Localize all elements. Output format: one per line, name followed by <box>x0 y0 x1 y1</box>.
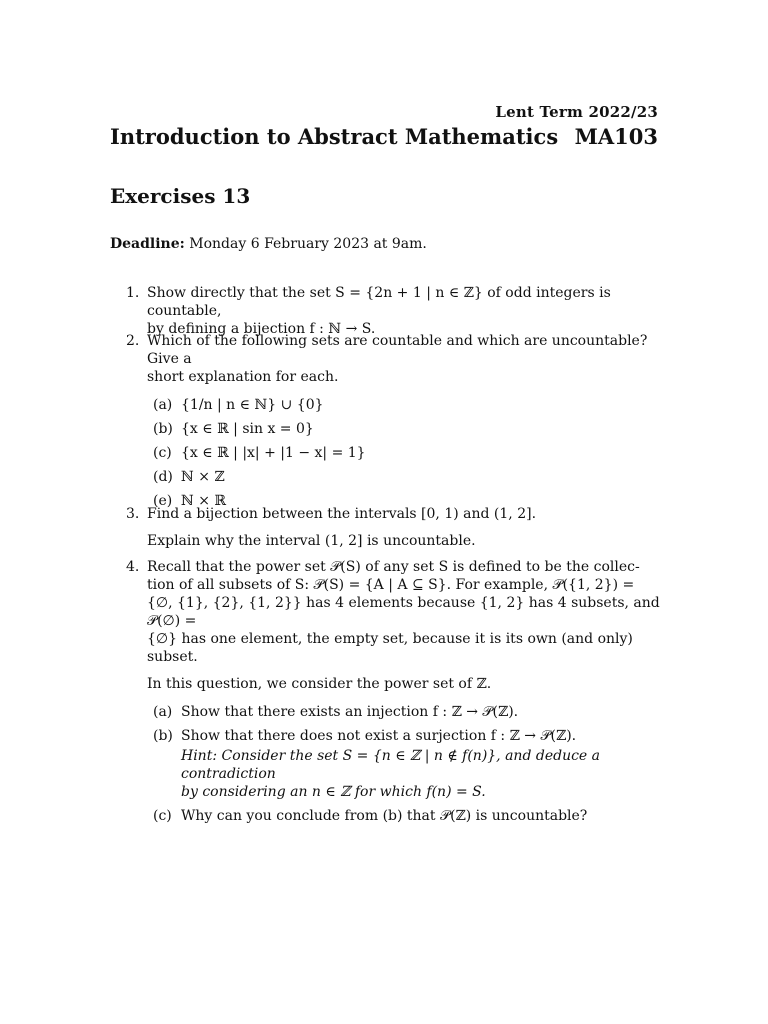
part-text: {x ∈ ℝ | |x| + |1 − x| = 1} <box>181 445 366 461</box>
question-part <box>147 703 660 727</box>
part-label: (a) <box>153 397 173 413</box>
question-number: 2. <box>126 333 140 349</box>
part-text: Show that there does not exist a surjection f : ℤ → 𝒫(ℤ). <box>181 728 577 744</box>
question-part <box>147 396 660 420</box>
question-text-line: Find a bijection between the intervals [0, 1) and (1, 2]. <box>147 506 537 522</box>
question-part <box>147 468 660 492</box>
part-text: {1/n | n ∈ ℕ} ∪ {0} <box>181 397 324 413</box>
question-text-line: short explanation for each. <box>147 369 339 385</box>
part-label: (b) <box>153 421 173 437</box>
question-text-line: Which of the following sets are countable and which are uncountable? Give a <box>147 333 648 367</box>
part-label: (d) <box>153 469 173 485</box>
question-text-line: In this question, we consider the power set of ℤ. <box>147 676 492 692</box>
course-code: MA103 <box>574 124 658 149</box>
part-text: ℕ × ℤ <box>181 469 225 485</box>
hint <box>181 747 660 801</box>
question-text-line: {∅} has one element, the empty set, because it is its own (and only) subset. <box>147 631 633 665</box>
deadline <box>110 236 427 252</box>
course-header <box>110 124 658 149</box>
part-label: (c) <box>153 445 172 461</box>
question-text-line: {∅, {1}, {2}, {1, 2}} has 4 elements because {1, 2} has 4 subsets, and 𝒫(∅) = <box>147 595 660 629</box>
question-number: 4. <box>126 559 140 575</box>
part-label: (e) <box>153 493 173 509</box>
question-text-line: tion of all subsets of S: 𝒫(S) = {A | A ⊆ S}. For example, 𝒫({1, 2}) = <box>147 577 635 593</box>
course-title: Introduction to Abstract Mathematics <box>110 124 559 149</box>
part-label: (c) <box>153 808 172 824</box>
part-text: {x ∈ ℝ | sin x = 0} <box>181 421 314 437</box>
question-text-line: Show directly that the set S = {2n + 1 | n ∈ ℤ} of odd integers is countable, <box>147 285 611 319</box>
deadline-text: Monday 6 February 2023 at 9am. <box>189 236 427 252</box>
question-part <box>147 444 660 468</box>
question-number: 3. <box>126 506 140 522</box>
part-label: (a) <box>153 704 173 720</box>
hint-line: Hint: Consider the set S = {n ∈ ℤ | n ∉ f(n)}, and deduce a contradiction <box>181 748 601 782</box>
deadline-label: Deadline: <box>110 236 185 252</box>
question-text-line: Recall that the power set 𝒫(S) of any set S is defined to be the collec- <box>147 559 640 575</box>
part-label: (b) <box>153 728 173 744</box>
part-text: ℕ × ℝ <box>181 493 227 509</box>
term-label: Lent Term 2022/23 <box>495 103 658 121</box>
sheet-title: Exercises 13 <box>110 184 251 208</box>
hint-line: by considering an n ∈ ℤ for which f(n) = S. <box>181 784 486 800</box>
question-text-line: Explain why the interval (1, 2] is uncountable. <box>147 533 476 549</box>
question-text-line: by defining a bijection f : ℕ → S. <box>147 321 376 337</box>
question-part <box>147 727 660 747</box>
question-number: 1. <box>126 285 140 301</box>
part-text: Show that there exists an injection f : ℤ → 𝒫(ℤ). <box>181 704 519 720</box>
part-text: Why can you conclude from (b) that 𝒫(ℤ) is uncountable? <box>181 808 588 824</box>
question-part <box>147 807 660 831</box>
question-part <box>147 420 660 444</box>
